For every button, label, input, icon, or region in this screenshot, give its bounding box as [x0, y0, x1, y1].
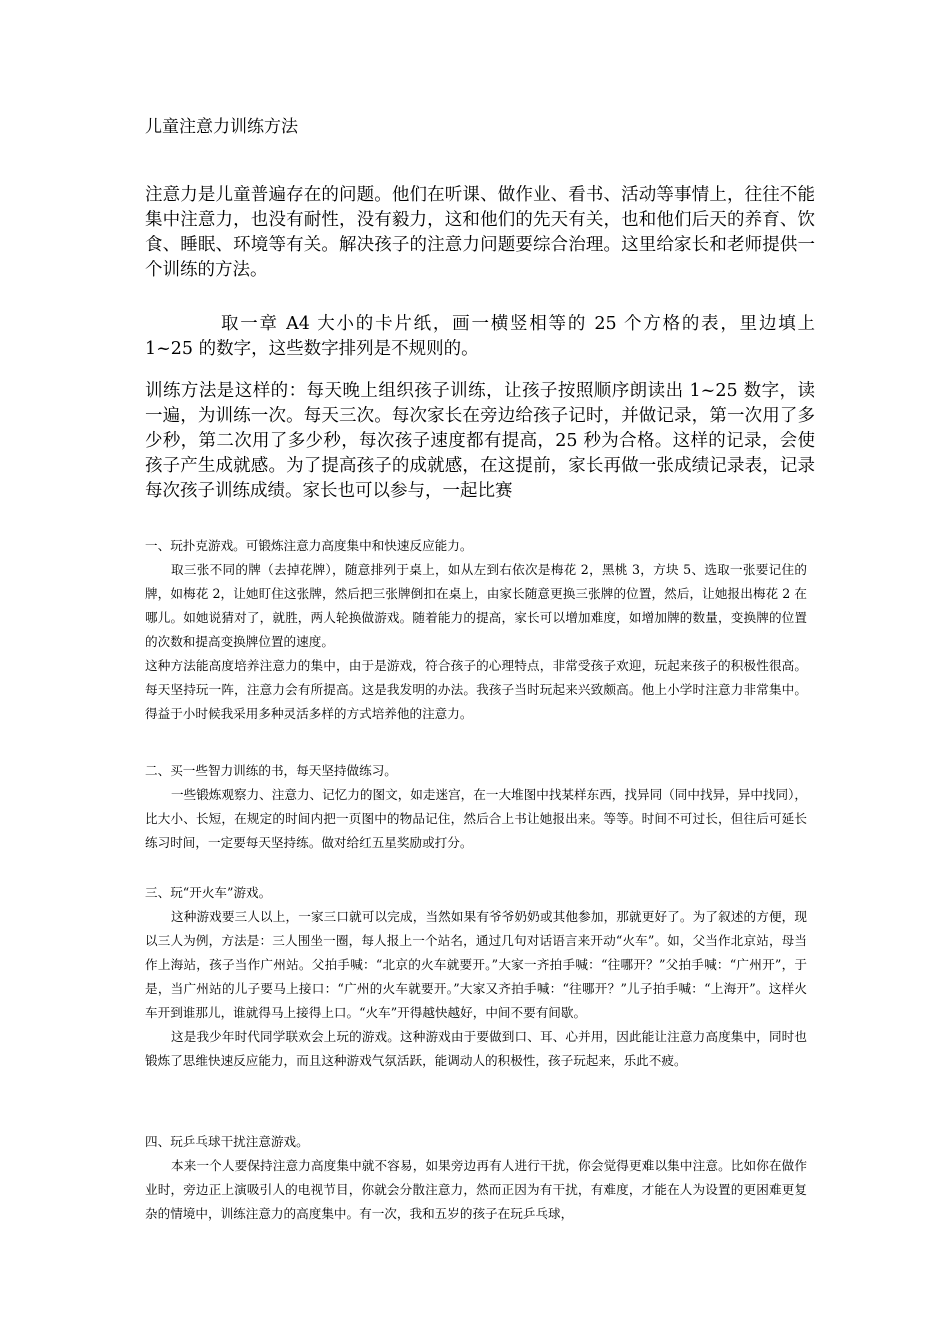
section-3-heading: 三、玩“开火车”游戏。 [145, 885, 272, 900]
section-1 [145, 534, 807, 726]
section-4-heading: 四、玩乒乓球干扰注意游戏。 [145, 1134, 309, 1149]
intro-paragraph-3: 训练方法是这样的：每天晚上组织孩子训练，让孩子按照顺序朗读出 1~25 数字，读一遍，为训练一次。每天三次。每次家长在旁边给孩子记时，并做记录，第一次用了多少秒，第二次用了多少秒，每次孩子速度都有提高，25 秒为合格。这样的记录，会使孩子产生成就感。为了提高孩子的成就感，在这提前，家长再做一张成绩记录表，记录每次孩子训练成绩。家长也可以参与，一起比赛 [145, 381, 815, 501]
section-1-heading: 一、玩扑克游戏。可锻炼注意力高度集中和快速反应能力。 [145, 538, 473, 553]
intro-paragraph-2: 取一章 A4 大小的卡片纸，画一横竖相等的 25 个方格的表，里边填上 1~25 的数字，这些数字排列是不规则的。 [145, 314, 815, 359]
section-4-paragraph-1: 本来一个人要保持注意力高度集中就不容易，如果旁边再有人进行干扰，你会觉得更难以集中注意。比如你在做作业时，旁边正上演吸引人的电视节目，你就会分散注意力，然而正因为有干扰，有难度，才能在人为设置的更困难更复杂的情境中，训练注意力的高度集中。有一次，我和五岁的孩子在玩乒乓球， [145, 1158, 807, 1221]
section-3-paragraph-2: 这是我少年时代同学联欢会上玩的游戏。这种游戏由于要做到口、耳、心并用，因此能让注意力高度集中，同时也锻炼了思维快速反应能力，而且这种游戏气氛活跃，能调动人的积极性，孩子玩起来，乐此不疲。 [145, 1029, 807, 1068]
section-3-paragraph-1: 这种游戏要三人以上，一家三口就可以完成，当然如果有爷爷奶奶或其他参加，那就更好了。为了叙述的方便，现以三人为例，方法是：三人围坐一圈，每人报上一个站名，通过几句对话语言来开动“火车”。如，父当作北京站，母当作上海站，孩子当作广州站。父拍手喊：“北京的火车就要开。”大家一齐拍手喊：“往哪开？”父拍手喊：“广州开”，于是，当广州站的儿子要马上接口：“广州的火车就要开。”大家又齐拍手喊：“往哪开？”儿子拍手喊：“上海开”。这样火车开到谁那儿，谁就得马上接得上口。“火车”开得越快越好，中间不要有间歇。 [145, 909, 807, 1020]
document-title: 儿童注意力训练方法 [145, 117, 298, 137]
section-2 [145, 759, 807, 855]
section-2-paragraph-1: 一些锻炼观察力、注意力、记忆力的图文，如走迷宫，在一大堆图中找某样东西，找异同（同中找异，异中找同），比大小、长短，在规定的时间内把一页图中的物品记住，然后合上书让她报出来。等等。时间不可过长，但往后可延长练习时间，一定要每天坚持练。做对给红五星奖励或打分。 [145, 787, 807, 850]
section-3 [145, 881, 807, 1073]
intro-paragraph-1: 注意力是儿童普遍存在的问题。他们在听课、做作业、看书、活动等事情上，往往不能集中注意力，也没有耐性，没有毅力，这和他们的先天有关，也和他们后天的养育、饮食、睡眠、环境等有关。解决孩子的注意力问题要综合治理。这里给家长和老师提供一个训练的方法。 [145, 185, 815, 280]
section-2-heading: 二、买一些智力训练的书，每天坚持做练习。 [145, 763, 397, 778]
section-1-paragraph-1: 取三张不同的牌（去掉花牌），随意排列于桌上，如从左到右依次是梅花 2，黑桃 3，方块 5、选取一张要记住的牌，如梅花 2，让她盯住这张牌，然后把三张牌倒扣在桌上，由家长随意更换三张牌的位置，然后，让她报出梅花 2 在哪儿。如她说猜对了，就胜，两人轮换做游戏。随着能力的提高，家长可以增加难度，如增加牌的数量，变换牌的位置的次数和提高变换牌位置的速度。 [145, 562, 807, 649]
section-4 [145, 1130, 807, 1226]
section-1-paragraph-2: 这种方法能高度培养注意力的集中，由于是游戏，符合孩子的心理特点，非常受孩子欢迎，玩起来孩子的积极性很高。每天坚持玩一阵，注意力会有所提高。这是我发明的办法。我孩子当时玩起来兴致颇高。他上小学时注意力非常集中。得益于小时候我采用多种灵活多样的方式培养他的注意力。 [145, 658, 807, 721]
